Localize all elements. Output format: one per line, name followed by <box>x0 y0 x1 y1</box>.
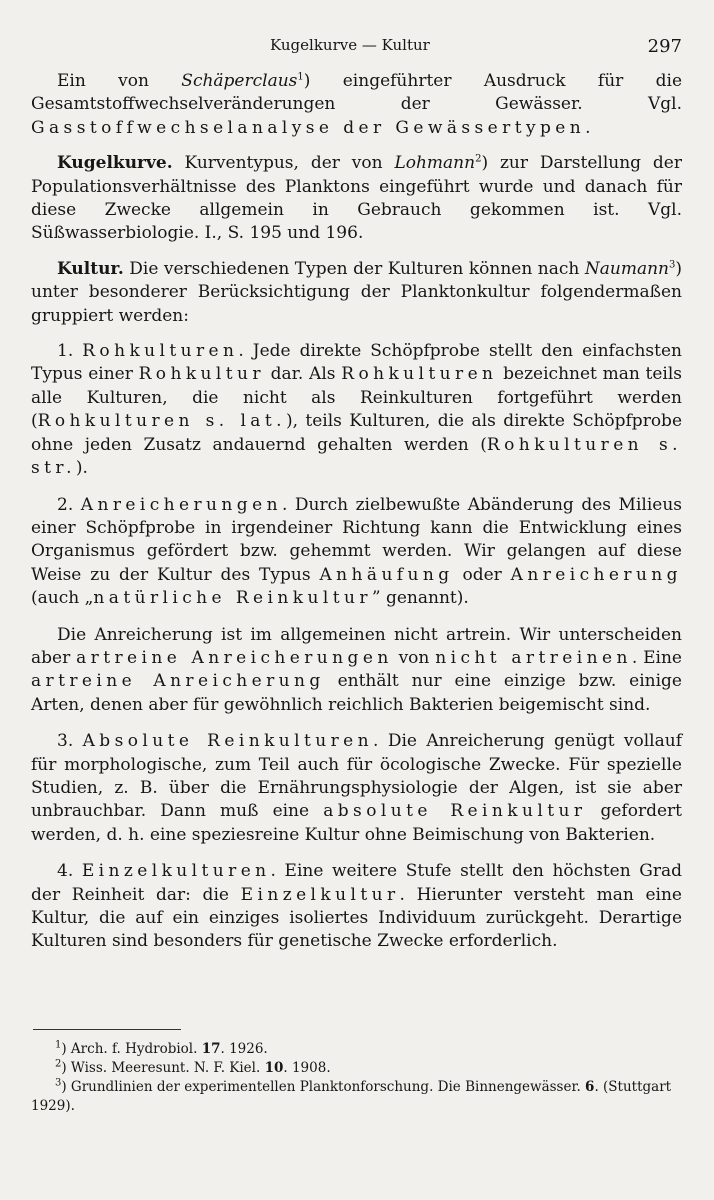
footnote: $^1$) Arch. f. Hydrobiol. 17. 1926. <box>55 1039 268 1057</box>
entry-kultur: Kultur. Die verschiedenen Typen der Kulturen können nach Naumann$^3$) unter besonderer Berücksichtigung der Planktonkultur folgendermaßen gruppiert werden: <box>31 258 682 326</box>
item-absolute-reinkulturen: 3. Absolute Reinkulturen. Die Anreicherung genügt vollauf für morphologische, zum Teil auch für öcologische Zwecke. Für spezielle Studien, z. B. über die Ernährungsphysiologie der Algen, ist sie aber unbrauchbar. Dann muß eine absolute Reinkultur gefordert werden, d. h. eine speziesreine Kultur ohne Beimischung von Bakterien. <box>31 731 682 845</box>
spaced-term: artreine Anreicherung <box>31 671 325 692</box>
footnote-ref: 2 <box>475 153 482 165</box>
author-name: Schäperclaus <box>181 71 298 91</box>
running-head <box>0 32 714 60</box>
spaced-term: Einzelkultur <box>240 884 400 905</box>
page-number: 297 <box>647 36 682 57</box>
spaced-term: natürliche Reinkultur <box>93 588 372 609</box>
spaced-term: artreine Anreicherungen <box>76 647 393 668</box>
spaced-term: Anreicherungen <box>80 494 282 515</box>
spaced-term: Anreicherung <box>510 564 682 585</box>
footnote: $^2$) Wiss. Meeresunt. N. F. Kiel. 10. 1908. <box>55 1058 331 1076</box>
footnote-ref: 3 <box>668 259 676 271</box>
spaced-term: Absolute Reinkulturen <box>82 731 374 752</box>
author-name: Naumann <box>584 258 669 279</box>
item-anreicherungen: 2. Anreicherungen. Durch zielbewußte Abänderung des Milieus einer Schöpfprobe in irgendeiner Richtung kann die Entwicklung eines Organismus gefördert bzw. gehemmt werden. Wir gelangen auf diese Weise zu der Kultur des Typus Anhäufung oder Anreicherung (auch „natürliche Reinkultur” genannt). <box>31 494 683 609</box>
paragraph-schaeperclaus: Ein von Schäperclaus$^1$) eingeführter Ausdruck für die Gesamtstoffwechselveränderungen der Gewässer. Vgl. Gasstoffwechselanalyse der Gewässertypen. <box>31 71 683 138</box>
spaced-term: Rohkulturen <box>341 364 498 385</box>
spaced-term: Gasstoffwechselanalyse der Gewässertypen <box>31 117 586 138</box>
spaced-term: Rohkultur <box>138 364 265 385</box>
paragraph-anreicherung: Die Anreicherung ist im allgemeinen nicht artrein. Wir unterscheiden aber artreine Anreicherungen von nicht artreinen. Eine artreine Anreicherung enthält nur eine einzige bzw. einige Arten, denen aber für gewöhnlich reichlich Bakterien beigemischt sind. <box>31 624 682 715</box>
footnote-rule <box>33 1029 181 1030</box>
footnotes <box>31 1040 686 1116</box>
spaced-term: Rohkulturen <box>82 341 239 362</box>
author-name: Lohmann <box>394 153 476 174</box>
spaced-term: nicht artreinen <box>435 647 632 668</box>
spaced-term: absolute Reinkultur <box>323 801 587 822</box>
body-text <box>31 70 682 954</box>
spaced-term: Rohkulturen s. str. <box>31 434 683 479</box>
entry-term: Kultur. <box>57 258 124 279</box>
item-rohkulturen: 1. Rohkulturen. Jede direkte Schöpfprobe stellt den einfachsten Typus einer Rohkultur dar. Als Rohkulturen bezeichnet man teils alle Kulturen, die nicht als Reinkulturen fortgeführt werden (Rohkulturen s. lat.), teils Kulturen, die als direkte Schöpfprobe ohne jeden Zusatz andauernd gehalten werden (Rohkulturen s. str.). <box>31 341 683 479</box>
entry-kugelkurve: Kugelkurve. Kurventypus, der von Lohmann$^2$) zur Darstellung der Populationsverhältnisse des Planktons eingeführt wurde und danach für diese Zwecke allgemein in Gebrauch gekommen ist. Vgl. Süßwasserbiologie. I., S. 195 und 196. <box>31 153 682 244</box>
spaced-term: Rohkulturen s. lat. <box>37 411 286 432</box>
item-einzelkulturen: 4. Einzelkulturen. Eine weitere Stufe stellt den höchsten Grad der Reinheit dar: die Einzelkultur. Hierunter versteht man eine Kultur, die auf ein einziges isoliertes Individuum zurückgeht. Derartige Kulturen sind besonders für genetische Zwecke erforderlich. <box>31 861 682 952</box>
spaced-term: Anhäufung <box>319 564 454 585</box>
entry-term: Kugelkurve. <box>57 153 173 174</box>
spaced-term: Einzelkulturen <box>81 861 271 882</box>
footnote-ref: 1 <box>297 71 304 83</box>
footnote: $^3$) Grundlinien der experimentellen Planktonforschung. Die Binnengewässer. 6. (Stuttgart 1929). <box>31 1077 672 1114</box>
running-title: Kugelkurve — Kultur <box>270 36 430 54</box>
